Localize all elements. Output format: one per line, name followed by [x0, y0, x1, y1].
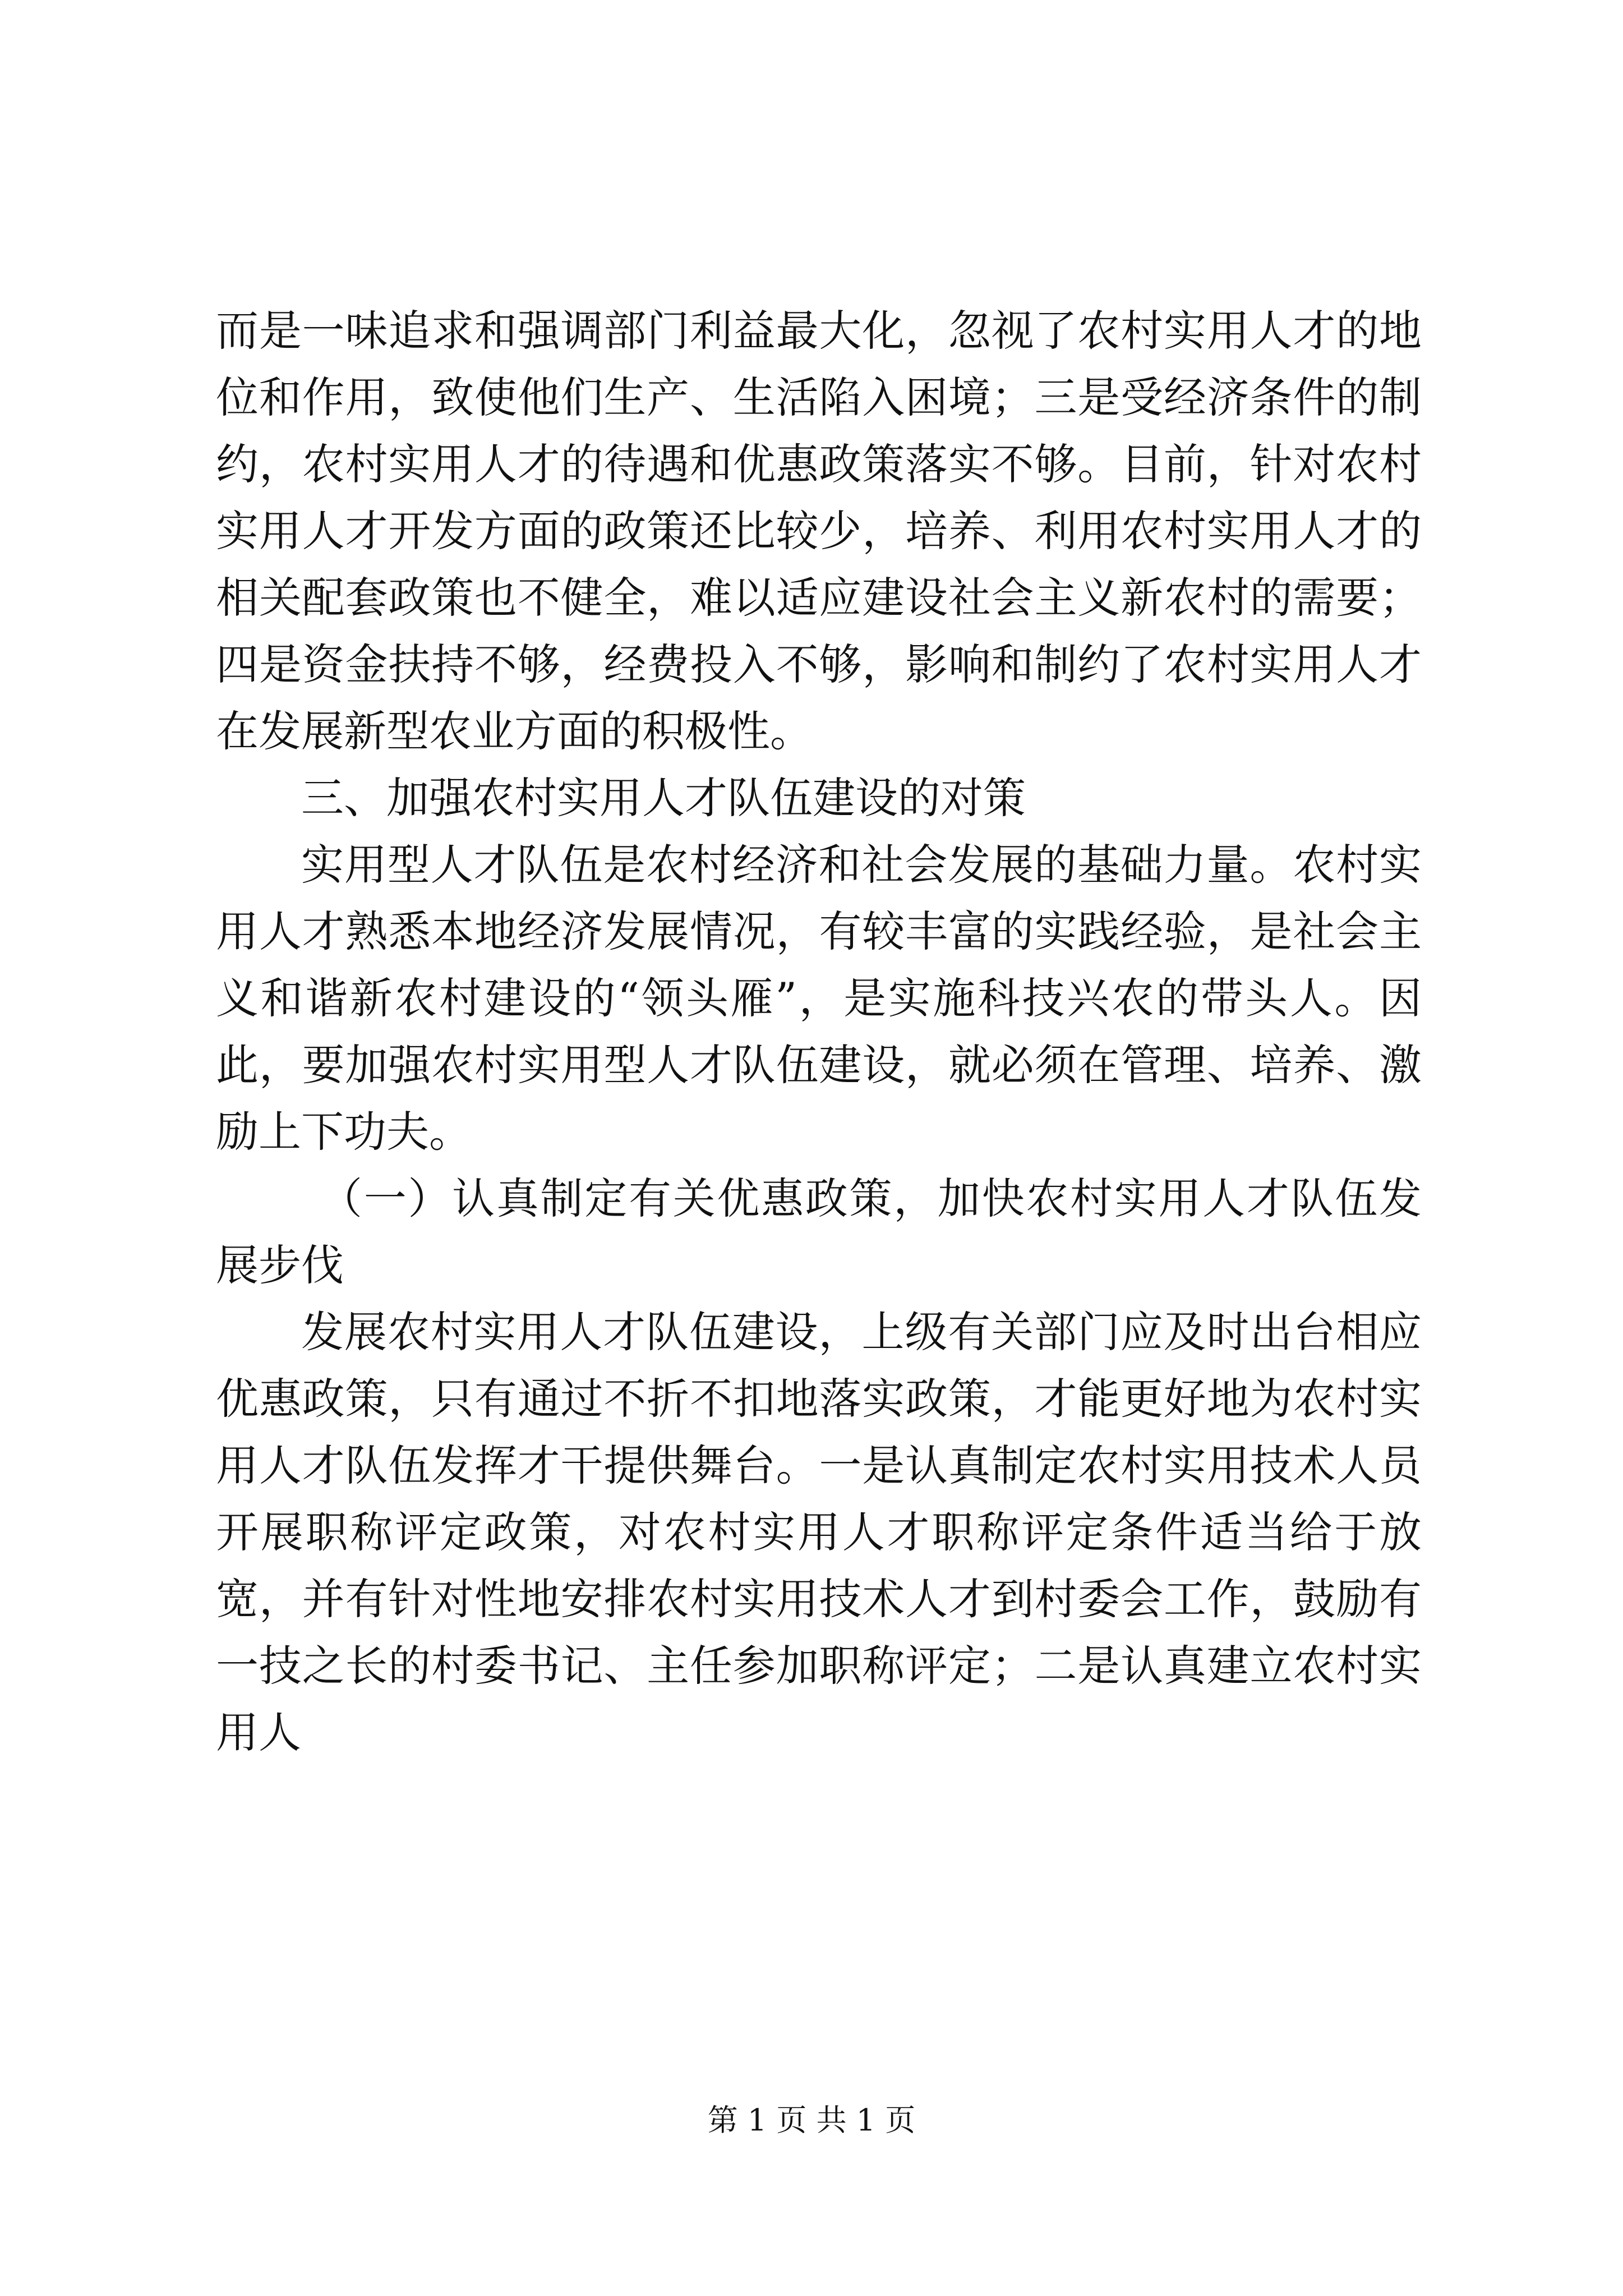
document-body: [216, 297, 1422, 1766]
page-footer: 第 1 页 共 1 页: [707, 2102, 916, 2138]
section-heading: 三、加强农村实用人才队伍建设的对策: [301, 773, 1026, 823]
subsection-heading: （一）认真制定有关优惠政策，加快农村实用人才队伍发展步伐: [216, 1174, 1422, 1290]
paragraph-continued: 而是一味追求和强调部门利益最大化，忽视了农村实用人才的地位和作用，致使他们生产、生活陷入困境；三是受经济条件的制约，农村实用人才的待遇和优惠政策落实不够。目前，针对农村实用人才开发方面的政策还比较少，培养、利用农村实用人才的相关配套政策也不健全，难以适应建设社会主义新农村的需要；四是资金扶持不够，经费投入不够，影响和制约了农村实用人才在发展新型农业方面的积极性。: [216, 306, 1422, 756]
paragraph: 发展农村实用人才队伍建设，上级有关部门应及时出台相应优惠政策，只有通过不折不扣地落实政策，才能更好地为农村实用人才队伍发挥才干提供舞台。一是认真制定农村实用技术人员开展职称评定政策，对农村实用人才职称评定条件适当给于放宽，并有针对性地安排农村实用技术人才到村委会工作，鼓励有一技之长的村委书记、主任参加职称评定；二是认真建立农村实用人: [216, 1307, 1422, 1757]
paragraph: 实用型人才队伍是农村经济和社会发展的基础力量。农村实用人才熟悉本地经济发展情况，有较丰富的实践经验，是社会主义和谐新农村建设的“领头雁”，是实施科技兴农的带头人。因此，要加强农村实用型人才队伍建设，就必须在管理、培养、激励上下功夫。: [216, 840, 1422, 1157]
